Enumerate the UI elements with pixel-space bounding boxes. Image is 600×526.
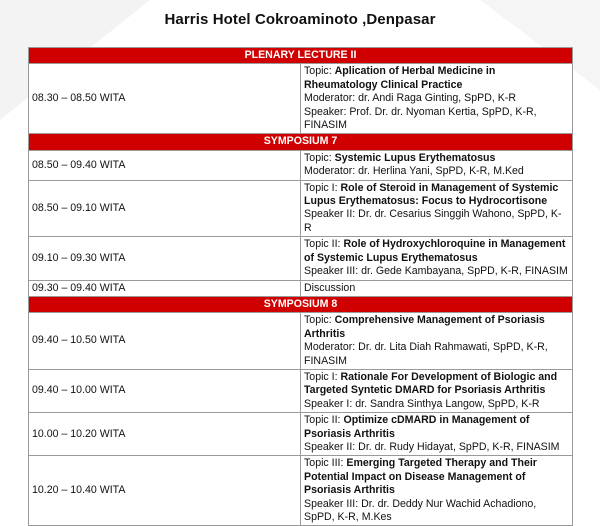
session-topic-title: Role of Hydroxychloroquine in Management of Systemic Lupus Erythematosus	[304, 238, 566, 264]
session-line-label: Speaker III: Dr. dr. Deddy Nur Wachid Achadiono, SpPD, K-R, M.Kes	[304, 497, 537, 523]
session-line	[304, 182, 569, 209]
session-row	[29, 456, 573, 526]
session-line-label: Topic II:	[304, 238, 344, 251]
session-line	[304, 498, 569, 525]
session-topic-title: Rationale For Development of Biologic and Targeted Syntetic DMARD for Psoriasis Arthritis	[304, 370, 558, 397]
session-details	[301, 369, 573, 412]
session-line-label: Topic:	[304, 65, 335, 78]
session-time: 09.30 – 09.40 WITA	[29, 280, 301, 296]
session-line-label: Speaker III: dr. Gede Kambayana, SpPD, K-R, FINASIM	[304, 265, 568, 278]
session-row	[29, 413, 573, 456]
section-header-row	[29, 48, 573, 64]
session-line	[304, 457, 569, 497]
session-line-label: Topic:	[304, 314, 335, 327]
session-row	[29, 313, 573, 370]
session-time: 09.40 – 10.00 WITA	[29, 369, 301, 412]
session-topic-title: Comprehensive Management of Psoriasis Arthritis	[304, 314, 545, 340]
session-topic-title: Role of Steroid in Management of Systemic Lupus Erythematosus: Focus to Hydrocortisone	[304, 181, 559, 208]
section-header: PLENARY LECTURE II	[29, 48, 573, 64]
session-line-label: Topic III:	[304, 457, 347, 470]
section-header-row	[29, 134, 573, 150]
session-line	[304, 398, 569, 411]
session-line-label: Discussion	[304, 281, 356, 294]
session-row	[29, 280, 573, 296]
session-line	[304, 341, 569, 368]
session-line	[304, 106, 569, 133]
session-line	[304, 414, 569, 441]
session-topic-title: Systemic Lupus Erythematosus	[334, 151, 496, 164]
session-line	[304, 282, 569, 295]
session-line	[304, 208, 569, 235]
session-details	[301, 64, 573, 134]
session-line-label: Moderator: dr. Andi Raga Ginting, SpPD, K-R	[304, 92, 516, 105]
session-row	[29, 150, 573, 180]
session-topic-title: Aplication of Herbal Medicine in Rheumatology Clinical Practice	[304, 65, 496, 91]
session-line-label: Topic I:	[304, 181, 341, 194]
section-header-row	[29, 296, 573, 312]
session-row	[29, 369, 573, 412]
session-details	[301, 150, 573, 180]
session-time: 09.10 – 09.30 WITA	[29, 237, 301, 280]
session-line	[304, 65, 569, 92]
session-row	[29, 180, 573, 237]
session-time: 08.50 – 09.10 WITA	[29, 180, 301, 237]
session-time: 08.50 – 09.40 WITA	[29, 150, 301, 180]
session-time: 10.00 – 10.20 WITA	[29, 413, 301, 456]
session-details	[301, 280, 573, 296]
session-line-label: Moderator: Dr. dr. Lita Diah Rahmawati, SpPD, K-R, FINASIM	[304, 341, 548, 367]
session-time: 08.30 – 08.50 WITA	[29, 64, 301, 134]
session-line-label: Topic I:	[304, 370, 341, 383]
session-line	[304, 165, 569, 178]
session-details	[301, 413, 573, 456]
session-line	[304, 371, 569, 398]
session-line-label: Speaker II: Dr. dr. Cesarius Singgih Wahono, SpPD, K-R	[304, 208, 562, 234]
session-topic-title: Emerging Targeted Therapy and Their Potential Impact on Disease Management of Psoriasis Arthritis	[304, 457, 537, 497]
session-details	[301, 313, 573, 370]
session-line	[304, 441, 569, 454]
session-line-label: Moderator: dr. Herlina Yani, SpPD, K-R, M.Ked	[304, 165, 524, 178]
session-line-label: Topic:	[304, 151, 335, 164]
session-line	[304, 92, 569, 105]
session-line-label: Speaker: Prof. Dr. dr. Nyoman Kertia, SpPD, K-R, FINASIM	[304, 105, 537, 132]
session-details	[301, 456, 573, 526]
session-line-label: Speaker II: Dr. dr. Rudy Hidayat, SpPD, K-R, FINASIM	[304, 440, 560, 453]
session-topic-title: Optimize cDMARD in Management of Psoriasis Arthritis	[304, 414, 530, 440]
session-details	[301, 180, 573, 237]
venue-title: Harris Hotel Cokroaminoto ,Denpasar	[164, 11, 436, 28]
session-time: 10.20 – 10.40 WITA	[29, 456, 301, 526]
session-line-label: Speaker I: dr. Sandra Sinthya Langow, SpPD, K-R	[304, 397, 540, 410]
session-line	[304, 238, 569, 265]
session-details	[301, 237, 573, 280]
session-row	[29, 237, 573, 280]
session-line	[304, 314, 569, 341]
section-header: SYMPOSIUM 7	[29, 134, 573, 150]
section-header: SYMPOSIUM 8	[29, 296, 573, 312]
session-time: 09.40 – 10.50 WITA	[29, 313, 301, 370]
session-row	[29, 64, 573, 134]
schedule-table	[28, 47, 573, 526]
session-line-label: Topic II:	[304, 414, 344, 427]
schedule-body	[29, 48, 573, 526]
session-line	[304, 152, 569, 165]
session-line	[304, 265, 569, 278]
